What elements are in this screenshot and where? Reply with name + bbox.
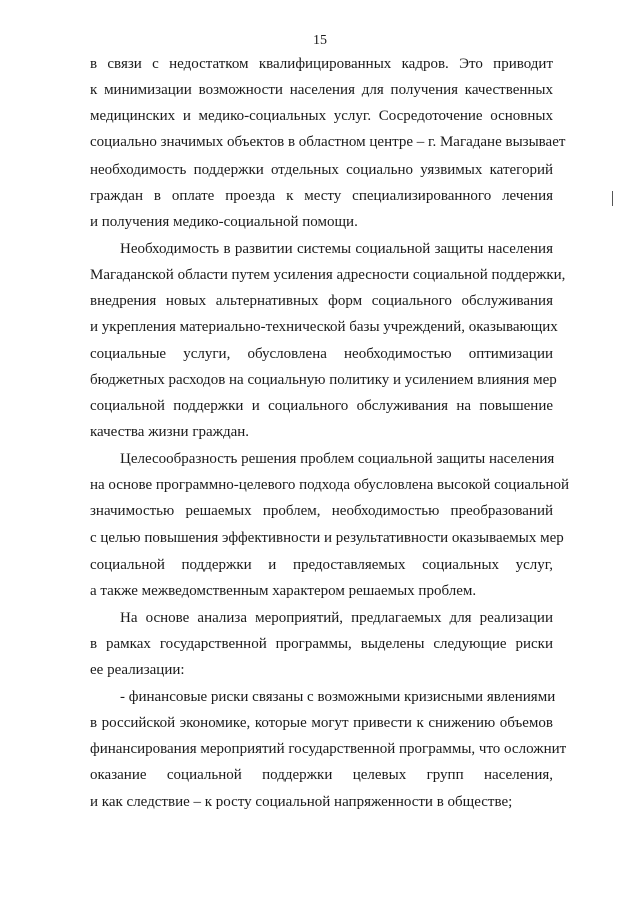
text-line: в рамках государственной программы, выделены следующие риски <box>90 636 553 652</box>
text-line: необходимость поддержки отдельных социально уязвимых категорий <box>90 162 553 178</box>
text-line: и как следствие – к росту социальной напряженности в обществе; <box>90 794 513 810</box>
text-line: медицинских и медико-социальных услуг. Сосредоточение основных <box>90 108 553 124</box>
text-line: качества жизни граждан. <box>90 424 250 440</box>
text-line: и укрепления материально-технической базы учреждений, оказывающих <box>90 319 558 335</box>
text-line: значимостью решаемых проблем, необходимостью преобразований <box>90 503 553 519</box>
paragraph-first-line: Целесообразность решения проблем социальной защиты населения <box>120 451 555 467</box>
text-line: на основе программно-целевого подхода обусловлена высокой социальной <box>90 477 570 493</box>
text-line: в российской экономике, которые могут привести к снижению объемов <box>90 715 553 731</box>
text-line: и получения медико-социальной помощи. <box>90 214 358 230</box>
list-item-first-line: - финансовые риски связаны с возможными кризисными явлениями <box>120 689 556 705</box>
page-number: 15 <box>313 33 327 48</box>
text-line: в связи с недостатком квалифицированных кадров. Это приводит <box>90 56 553 72</box>
text-line: внедрения новых альтернативных форм социального обслуживания <box>90 293 553 309</box>
scan-margin-mark <box>612 191 613 206</box>
text-line: к минимизации возможности населения для получения качественных <box>90 82 553 98</box>
text-line: социальной поддержки и социального обслуживания на повышение <box>90 398 553 414</box>
text-line: социальной поддержки и предоставляемых социальных услуг, <box>90 557 553 573</box>
paragraph-first-line: На основе анализа мероприятий, предлагаемых для реализации <box>120 610 553 626</box>
text-line: ее реализации: <box>90 662 185 678</box>
text-line: оказание социальной поддержки целевых групп населения, <box>90 767 553 783</box>
text-line: Магаданской области путем усиления адресности социальной поддержки, <box>90 267 566 283</box>
text-line: а также межведомственным характером решаемых проблем. <box>90 583 477 599</box>
text-line: с целью повышения эффективности и результативности оказываемых мер <box>90 530 564 546</box>
text-line: бюджетных расходов на социальную политику и усилением влияния мер <box>90 372 557 388</box>
text-line: социально значимых объектов в областном центре – г. Магадане вызывает <box>90 134 566 150</box>
text-line: социальные услуги, обусловлена необходимостью оптимизации <box>90 346 553 362</box>
paragraph-first-line: Необходимость в развитии системы социальной защиты населения <box>120 241 553 257</box>
text-line: финансирования мероприятий государственной программы, что осложнит <box>90 741 567 757</box>
text-line: граждан в оплате проезда к месту специализированного лечения <box>90 188 553 204</box>
